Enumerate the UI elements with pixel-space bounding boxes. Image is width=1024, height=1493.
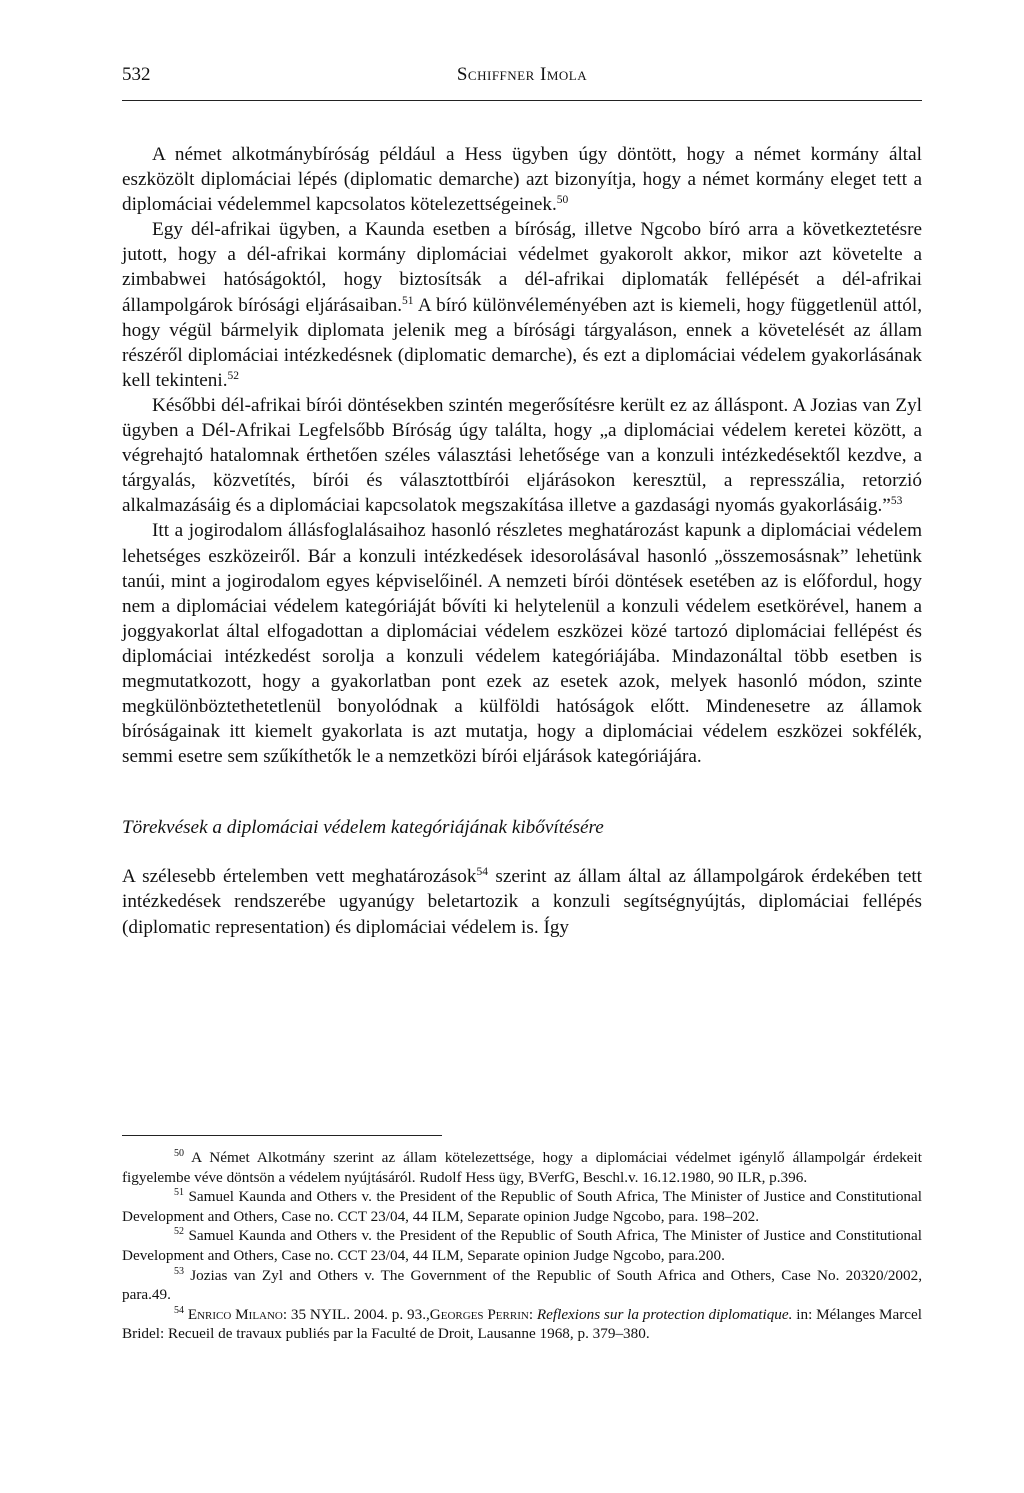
text-run: Itt a jogirodalom állásfoglalásaihoz hasonló részletes meghatározást kapunk a diplomáciai védelem lehetséges eszközeiről. Bár a konzuli intézkedések idesorolásával hasonló „összemosásnak” lehetünk tanúi, mint a jogirodalom egyes képviselőinél. A nemzeti bírói döntések esetében az is előfordul, hogy nem a diplomáciai védelem kategóriáját bővíti ki helytelenül a konzuli védelem esetkörével, hanem a joggyakorlat által elfogadottan a diplomáciai védelem eszközei közé tartozó diplomáciai fellépést és diplomáciai intézkedést sorolja a konzuli védelem kategóriájába. Mindazonáltal több esetben is megmutatkozott, hogy a gyakorlatban pont ezek az esetek azok, melyek hasonló módon, szinte megkülönböztethetetlenül bonyolódnak a külföldi hatóságok előtt. Mindenesetre az államok bíróságainak itt kiemelt gyakorlata is azt mutatja, hogy a diplomáciai védelem eszközei sokfélék, semmi esetre sem szűkíthetők le a nemzetközi bírói eljárások kategóriájára.: [122, 520, 922, 768]
running-head: Schiffner Imola: [456, 64, 588, 85]
footnote-marker: 52: [174, 1226, 184, 1238]
text-run: Jozias van Zyl and Others v. The Government of the Republic of South Africa and Others, Case No. 20320/2002, para.49.: [122, 1266, 922, 1304]
footnote-marker: 54: [476, 866, 488, 879]
footnote-50: [122, 1148, 922, 1187]
paragraph: [122, 217, 922, 393]
text-run: Későbbi dél-afrikai bírói döntésekben szintén megerősítésre került ez az álláspont. A Jozias van Zyl ügyben a Dél-Afrikai Legfelsőbb Bíróság úgy találta, hogy „a diplomáciai védelem keretei között, a végrehajtó hatalomnak érthetően széles választási lehetősége van a konzuli intézkedésektől kezdve, a tárgyalás, közvetítés, bírói és választottbírói eljárásokon keresztül, a represszália, retorzió alkalmazásáig és a diplomáciai kapcsolatok megszakítása illetve a gazdasági nyomás gyakorlásáig.”: [122, 394, 922, 517]
footnote-rule: [122, 1135, 442, 1136]
footnote-marker: 50: [174, 1148, 184, 1159]
footnote-53: [122, 1266, 922, 1305]
text-run: A bíró különvéleményében azt is kiemeli, hogy függetlenül attól, hogy végül bármelyik diplomata jelenik meg a bírósági tárgyaláson, ennek a követelését az állam részéről diplomáciai intézkedésnek (diplomatic demarche), és ezt a diplomáciai védelem gyakorlásának kell tekinteni.: [122, 294, 922, 391]
footnote-marker: 54: [174, 1304, 184, 1316]
footnote-marker: 53: [174, 1265, 184, 1277]
work-title: Reflexions sur la protection diplomatique.: [536, 1305, 793, 1323]
text-run: Samuel Kaunda and Others v. the President of the Republic of South Africa, The Minister of Justice and Constitutional Development and Others, Case no. CCT 23/04, 44 ILM, Separate opinion Judge Ngcobo, para.200.: [122, 1227, 922, 1264]
page-number: 532: [122, 64, 151, 85]
paragraph: [122, 518, 922, 769]
text-run: A német alkotmánybíróság például a Hess ügyben úgy döntött, hogy a német kormány által eszközölt diplomáciai lépés (diplomatic demarche) azt bizonyítja, hogy a német kormány eleget tett a diplomáciai védelemmel kapcsolatos kötelezettségeinek.: [122, 144, 922, 216]
body-text: [122, 142, 922, 769]
text-run: Egy dél-afrikai ügyben, a Kaunda esetben a bíróság, illetve Ngcobo bíró arra a következtetésre jutott, hogy a dél-afrikai kormány diplomáciai védelmet gyakorolt akkor, mikor azt követelte a zimbabwei hatóságoktól, hogy biztosítsák a dél-afrikai diplomaták fellépését a dél-afrikai állampolgárok bírósági eljárásaiban.: [122, 219, 922, 316]
footnote-marker: 53: [890, 495, 903, 508]
footnote-marker: 51: [402, 294, 414, 307]
section-body: [122, 864, 922, 939]
author-name: Enrico Milano: [187, 1305, 283, 1323]
footnote-marker: 50: [556, 194, 569, 207]
paragraph: [122, 142, 922, 217]
footnote-52: [122, 1226, 922, 1265]
footnote-marker: 51: [174, 1187, 184, 1199]
section-heading: Törekvések a diplomáciai védelem kategóriájának kibővítésére: [122, 817, 604, 839]
text-run: :: [528, 1305, 537, 1323]
text-run: : 35 NYIL. 2004. p. 93.,: [282, 1305, 430, 1323]
text-run: in: Mélanges Marcel Bridel: Recueil de travaux publiés par la Faculté de Droit, Lausanne 1968, p. 379–380.: [122, 1305, 922, 1343]
text-run: A szélesebb értelemben vett meghatározások: [122, 866, 477, 888]
text-run: szerint az állam által az állampolgárok érdekében tett intézkedések rendszerébe ugyanúgy beletartozik a konzuli segítségnyújtás, diplomáciai fellépés (diplomatic representation) és diplomáciai védelem is. Így: [122, 866, 922, 938]
footnotes: [122, 1148, 922, 1344]
footnote-marker: 52: [227, 369, 240, 382]
author-name: Georges Perrin: [429, 1305, 529, 1323]
paragraph: [122, 393, 922, 518]
text-run: Samuel Kaunda and Others v. the President of the Republic of South Africa, The Minister of Justice and Constitutional Development and Others, Case no. CCT 23/04, 44 ILM, Separate opinion Judge Ngcobo, para. 198–202.: [122, 1188, 922, 1225]
text-run: A Német Alkotmány szerint az állam kötelezettsége, hogy a diplomáciai védelmet igénylő állampolgár érdekeit figyelembe véve döntsön a védelem nyújtásáról. Rudolf Hess ügy, BVerfG, Beschl.v. 16.12.1980, 90 ILR, p.396.: [122, 1149, 922, 1186]
footnote-51: [122, 1187, 922, 1226]
footnote-54: [122, 1305, 922, 1344]
page: [122, 64, 922, 940]
header-rule: [122, 100, 922, 101]
page-header: [122, 64, 922, 98]
paragraph: [122, 864, 922, 939]
